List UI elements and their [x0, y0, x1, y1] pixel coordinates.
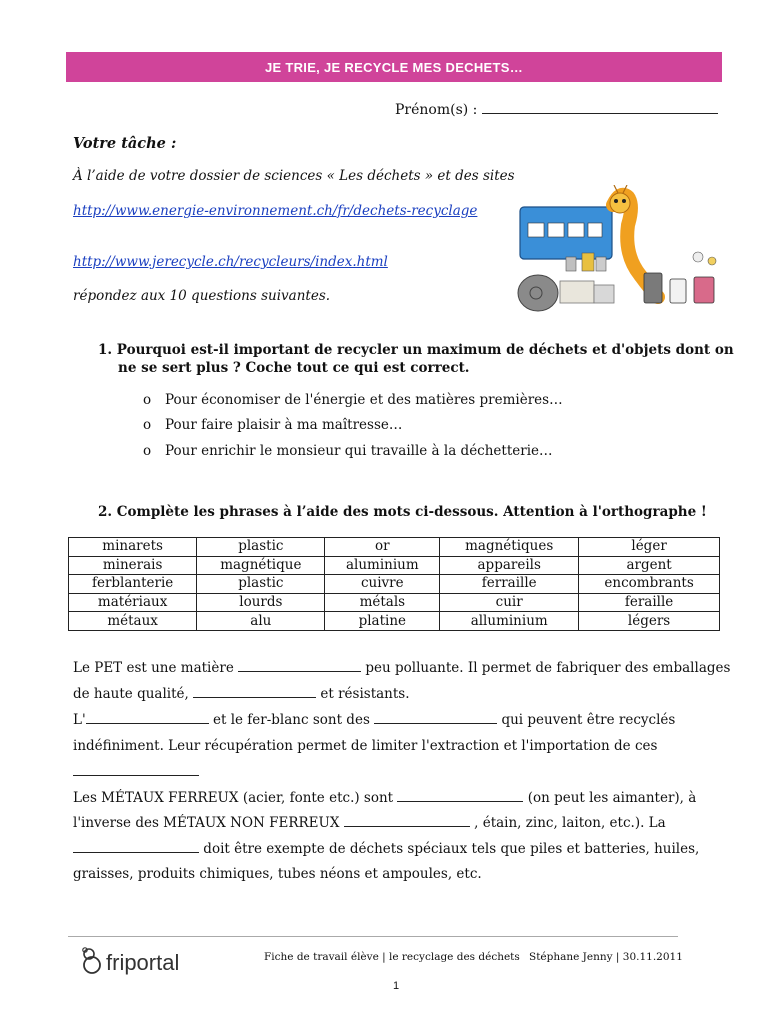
table-row — [69, 538, 720, 557]
question-1-line1: 1. Pourquoi est-il important de recycler un maximum de déchets et d'objets dont on — [98, 342, 734, 358]
q1-option-2[interactable]: o Pour faire plaisir à ma maîtresse… — [143, 417, 403, 433]
prenom-field — [395, 101, 718, 118]
table-cell: minerais — [69, 556, 197, 575]
document-banner-title: JE TRIE, JE RECYCLE MES DECHETS… — [66, 52, 722, 82]
footer-center-text: Fiche de travail élève | le recyclage des déchets — [264, 951, 520, 963]
fill-line-5 — [73, 764, 199, 780]
table-cell: léger — [579, 538, 720, 557]
table-cell: plastic — [197, 575, 325, 594]
answer-blank[interactable] — [397, 790, 523, 802]
fill-line-8: doit être exempte de déchets spéciaux tels que piles et batteries, huiles, — [73, 841, 699, 857]
table-cell: plastic — [197, 538, 325, 557]
table-cell: argent — [579, 556, 720, 575]
question-1-line2: ne se sert plus ? Coche tout ce qui est correct. — [118, 360, 470, 376]
footer-author-date: Stéphane Jenny | 30.11.2011 — [529, 951, 683, 963]
recycling-illustration — [508, 185, 730, 315]
fill-line-1: Le PET est une matière peu polluante. Il permet de fabriquer des emballages — [73, 660, 731, 676]
answer-blank[interactable] — [374, 712, 497, 724]
table-cell: ferblanterie — [69, 575, 197, 594]
task-title: Votre tâche : — [73, 135, 177, 152]
table-row — [69, 612, 720, 631]
task-intro: À l’aide de votre dossier de sciences « Les déchets » et des sites — [73, 168, 515, 184]
table-cell: matériaux — [69, 593, 197, 612]
link-energie-environnement[interactable]: http://www.energie-environnement.ch/fr/dechets-recyclage — [73, 203, 478, 219]
fill-line-6: Les MÉTAUX FERREUX (acier, fonte etc.) sont (on peut les aimanter), à — [73, 790, 697, 806]
table-cell: cuivre — [325, 575, 440, 594]
table-cell: magnétique — [197, 556, 325, 575]
fill-line-3: L' et le fer-blanc sont des qui peuvent être recyclés — [73, 712, 676, 728]
table-row — [69, 556, 720, 575]
footer-divider — [68, 936, 678, 937]
answer-blank[interactable] — [193, 686, 316, 698]
table-cell: lourds — [197, 593, 325, 612]
link-jerecycle[interactable]: http://www.jerecycle.ch/recycleurs/index.html — [73, 254, 388, 270]
table-cell: or — [325, 538, 440, 557]
page-number: 1 — [393, 980, 400, 992]
table-cell: métaux — [69, 612, 197, 631]
table-cell: alu — [197, 612, 325, 631]
checkbox-bullet-icon: o — [143, 417, 152, 433]
fill-line-9: graisses, produits chimiques, tubes néons et ampoules, etc. — [73, 866, 482, 882]
answer-blank[interactable] — [344, 815, 470, 827]
table-cell: ferraille — [440, 575, 579, 594]
table-cell: minarets — [69, 538, 197, 557]
fill-line-4: indéfiniment. Leur récupération permet de limiter l'extraction et l'importation de ces — [73, 738, 658, 754]
table-row — [69, 593, 720, 612]
table-cell: légers — [579, 612, 720, 631]
task-instruction: répondez aux 10 questions suivantes. — [73, 288, 331, 304]
answer-blank[interactable] — [238, 660, 361, 672]
checkbox-bullet-icon: o — [143, 443, 152, 459]
fill-line-2: de haute qualité, et résistants. — [73, 686, 410, 702]
fill-line-7: l'inverse des MÉTAUX NON FERREUX , étain, zinc, laiton, etc.). La — [73, 815, 666, 831]
friportal-logo — [80, 944, 205, 976]
answer-blank[interactable] — [73, 764, 199, 776]
logo-text: friportal — [106, 950, 180, 975]
table-cell: métals — [325, 593, 440, 612]
table-cell: aluminium — [325, 556, 440, 575]
table-cell: encombrants — [579, 575, 720, 594]
answer-blank[interactable] — [86, 712, 209, 724]
checkbox-bullet-icon: o — [143, 392, 152, 408]
table-cell: platine — [325, 612, 440, 631]
answer-blank[interactable] — [73, 841, 199, 853]
table-cell: feraille — [579, 593, 720, 612]
q1-option-1[interactable]: o Pour économiser de l'énergie et des matières premières… — [143, 392, 563, 408]
question-2-title: 2. Complète les phrases à l’aide des mots ci-dessous. Attention à l'orthographe ! — [98, 504, 707, 520]
table-row — [69, 575, 720, 594]
table-cell: appareils — [440, 556, 579, 575]
table-cell: alluminium — [440, 612, 579, 631]
q1-option-3[interactable]: o Pour enrichir le monsieur qui travaille à la déchetterie… — [143, 443, 553, 459]
prenom-label: Prénom(s) : — [395, 102, 478, 118]
table-cell: cuir — [440, 593, 579, 612]
prenom-blank[interactable] — [482, 101, 718, 114]
table-cell: magnétiques — [440, 538, 579, 557]
word-bank-table — [68, 537, 720, 631]
